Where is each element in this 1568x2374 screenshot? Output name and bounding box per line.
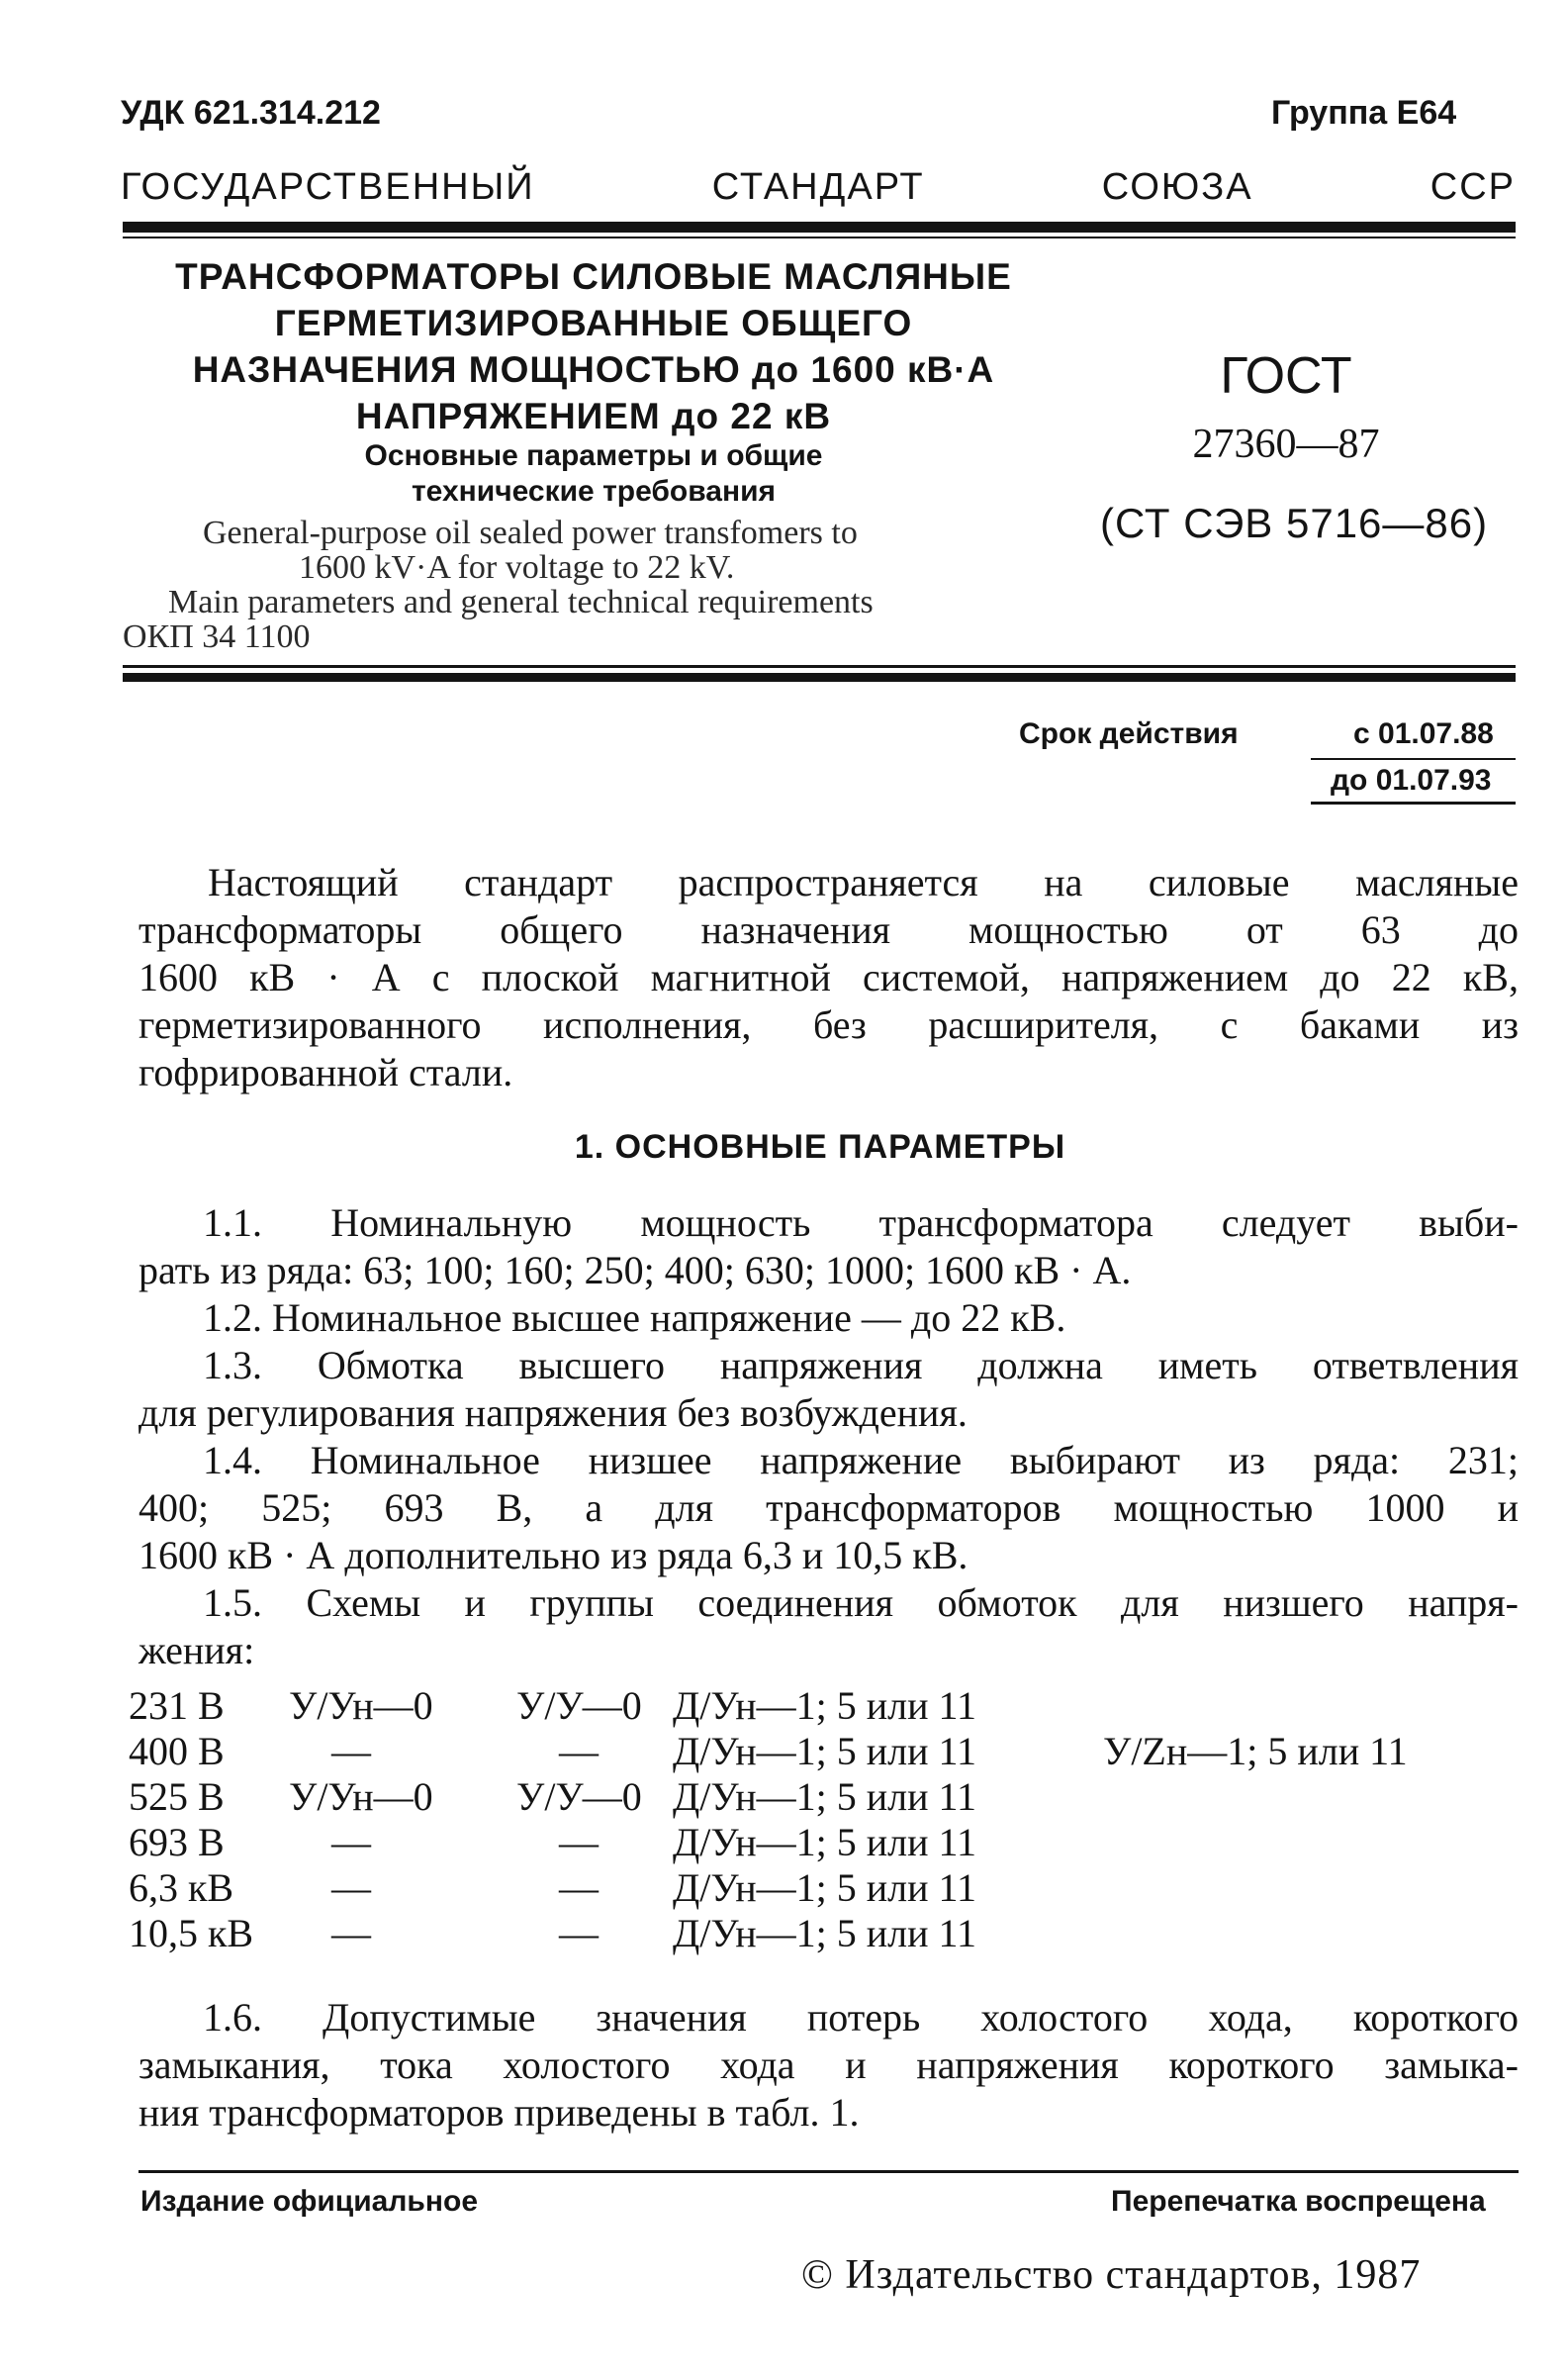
scheme-voltage: 231 В bbox=[129, 1683, 225, 1728]
scheme-y-zn: У/Zн—1; 5 или 11 bbox=[1103, 1729, 1408, 1773]
scheme-voltage: 400 В bbox=[129, 1729, 225, 1773]
scheme-row bbox=[0, 1910, 1568, 1957]
scheme-voltage: 693 В bbox=[129, 1820, 225, 1864]
copyright-line: © Издательство стандартов, 1987 bbox=[801, 2252, 1422, 2298]
para-1-2: 1.2. Номинальное высшее напряжение — до 22 кВ. bbox=[203, 1295, 1066, 1340]
scheme-d-yn: Д/Ун—1; 5 или 11 bbox=[673, 1911, 977, 1955]
title-bottom-rule bbox=[123, 665, 1516, 668]
scheme-row bbox=[0, 1819, 1568, 1866]
title-line-4: НАПРЯЖЕНИЕМ до 22 кВ bbox=[355, 396, 832, 436]
udk-code: УДК 621.314.212 bbox=[121, 94, 381, 132]
subtitle-line-2: технические требования bbox=[411, 475, 777, 508]
scheme-y-yn: У/Ун—0 bbox=[289, 1774, 433, 1819]
intro-line-3: 1600 кВ · А с плоской магнитной системой, напряжением до 22 кВ, bbox=[138, 955, 1519, 999]
title-line-3: НАЗНАЧЕНИЯ МОЩНОСТЬЮ до 1600 кВ·А bbox=[192, 349, 995, 390]
scheme-d-yn: Д/Ун—1; 5 или 11 bbox=[673, 1820, 977, 1864]
scheme-d-yn: Д/Ун—1; 5 или 11 bbox=[673, 1865, 977, 1910]
validity-from-underline bbox=[1311, 758, 1516, 760]
section-1-heading: 1. ОСНОВНЫЕ ПАРАМЕТРЫ bbox=[574, 1128, 1066, 1166]
para-1-6-line-2: замыкания, тока холостого хода и напряжения короткого замыка- bbox=[138, 2042, 1519, 2087]
para-1-4-line-1: 1.4. Номинальное низшее напряжение выбирают из ряда: 231; bbox=[203, 1438, 1519, 1482]
scheme-voltage: 10,5 кВ bbox=[129, 1911, 254, 1955]
state-standard-banner: ГОСУДАРСТВЕННЫЙ СТАНДАРТ СОЮЗА ССР bbox=[121, 166, 1516, 208]
title-line-1: ТРАНСФОРМАТОРЫ СИЛОВЫЕ МАСЛЯНЫЕ bbox=[175, 256, 1012, 297]
intro-line-4: герметизированного исполнения, без расширителя, с баками из bbox=[138, 1002, 1519, 1047]
header-thin-rule bbox=[123, 237, 1516, 238]
st-sev-number: (СТ СЭВ 5716—86) bbox=[1100, 500, 1489, 546]
title-line-2: ГЕРМЕТИЗИРОВАННЫЕ ОБЩЕГО bbox=[274, 303, 913, 343]
validity-from: с 01.07.88 bbox=[1353, 717, 1494, 750]
para-1-5-line-2: жения: bbox=[138, 1628, 255, 1672]
scheme-y-yn: — bbox=[331, 1820, 371, 1864]
scheme-y-y: У/У—0 bbox=[516, 1774, 642, 1819]
scheme-y-yn: — bbox=[331, 1911, 371, 1955]
scheme-row bbox=[0, 1682, 1568, 1730]
scheme-row bbox=[0, 1728, 1568, 1775]
validity-to-underline bbox=[1311, 802, 1516, 805]
intro-line-5: гофрированной стали. bbox=[138, 1050, 513, 1094]
para-1-1-line-2: рать из ряда: 63; 100; 160; 250; 400; 630; 1000; 1600 кВ · А. bbox=[138, 1248, 1132, 1292]
scheme-y-y: У/У—0 bbox=[516, 1683, 642, 1728]
official-edition-label: Издание официальное bbox=[140, 2185, 479, 2218]
validity-label: Срок действия bbox=[1019, 717, 1239, 750]
header-thick-rule bbox=[123, 222, 1516, 233]
intro-line-1: Настоящий стандарт распространяется на силовые масляные bbox=[208, 860, 1519, 904]
scheme-row bbox=[0, 1773, 1568, 1821]
footer-rule bbox=[138, 2170, 1519, 2173]
subtitle-line-1: Основные параметры и общие bbox=[364, 439, 823, 472]
scheme-d-yn: Д/Ун—1; 5 или 11 bbox=[673, 1683, 977, 1728]
scheme-y-y: — bbox=[559, 1820, 599, 1864]
para-1-3-line-1: 1.3. Обмотка высшего напряжения должна иметь ответвления bbox=[203, 1343, 1519, 1387]
english-title-line-1: General-purpose oil sealed power transfomers to bbox=[203, 515, 858, 551]
okp-code: ОКП 34 1100 bbox=[123, 618, 311, 655]
title-bottom-thick-rule bbox=[123, 673, 1516, 682]
para-1-1-line-1: 1.1. Номинальную мощность трансформатора следует выби- bbox=[203, 1200, 1519, 1245]
english-title-line-2: 1600 kV·A for voltage to 22 kV. bbox=[299, 549, 735, 586]
gost-label: ГОСТ bbox=[1220, 347, 1352, 405]
scheme-voltage: 525 В bbox=[129, 1774, 225, 1819]
reprint-prohibited-label: Перепечатка воспрещена bbox=[1111, 2185, 1486, 2218]
scheme-y-yn: — bbox=[331, 1865, 371, 1910]
para-1-6-line-3: ния трансформаторов приведены в табл. 1. bbox=[138, 2090, 860, 2135]
para-1-6-line-1: 1.6. Допустимые значения потерь холостого хода, короткого bbox=[203, 1995, 1519, 2040]
validity-to: до 01.07.93 bbox=[1331, 764, 1492, 797]
scheme-d-yn: Д/Ун—1; 5 или 11 bbox=[673, 1774, 977, 1819]
para-1-5-line-1: 1.5. Схемы и группы соединения обмоток для низшего напря- bbox=[203, 1580, 1519, 1625]
para-1-4-line-2: 400; 525; 693 В, а для трансформаторов мощностью 1000 и bbox=[138, 1485, 1519, 1530]
scheme-y-y: — bbox=[559, 1729, 599, 1773]
english-title-line-3: Main parameters and general technical requirements bbox=[168, 584, 874, 620]
scheme-y-y: — bbox=[559, 1911, 599, 1955]
para-1-4-line-3: 1600 кВ · А дополнительно из ряда 6,3 и 10,5 кВ. bbox=[138, 1533, 968, 1577]
scheme-row bbox=[0, 1864, 1568, 1912]
gost-number: 27360—87 bbox=[1192, 422, 1380, 467]
group-code: Группа Е64 bbox=[1271, 94, 1457, 132]
intro-line-2: трансформаторы общего назначения мощностью от 63 до bbox=[138, 907, 1519, 952]
scheme-y-yn: У/Ун—0 bbox=[289, 1683, 433, 1728]
scheme-y-yn: — bbox=[331, 1729, 371, 1773]
para-1-3-line-2: для регулирования напряжения без возбуждения. bbox=[138, 1390, 968, 1435]
scheme-y-y: — bbox=[559, 1865, 599, 1910]
scheme-d-yn: Д/Ун—1; 5 или 11 bbox=[673, 1729, 977, 1773]
scheme-voltage: 6,3 кВ bbox=[129, 1865, 234, 1910]
